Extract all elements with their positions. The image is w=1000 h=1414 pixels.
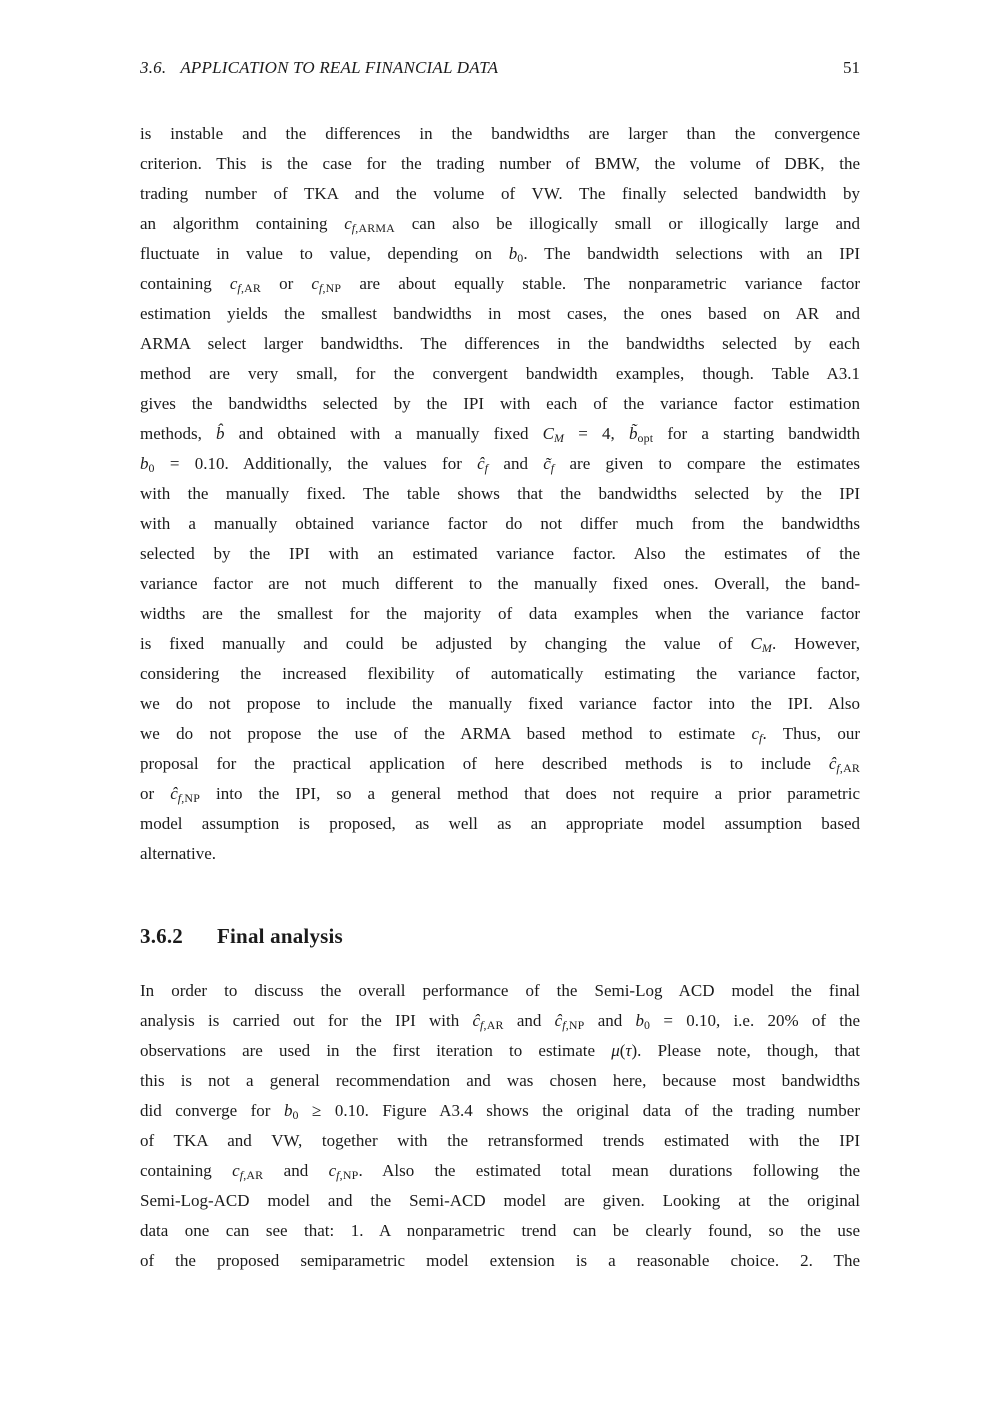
text-line: method are very small, for the convergent bandwidth examples, though. Table A3.1 bbox=[140, 364, 860, 383]
text-line: of TKA and VW, together with the retransformed trends estimated with the IPI bbox=[140, 1131, 860, 1150]
paragraph-1 bbox=[140, 119, 860, 869]
header-title-text: APPLICATION TO REAL FINANCIAL DATA bbox=[180, 58, 499, 77]
text-line: methods, b̂ and obtained with a manually fixed $C_M = 4$, $b̃_{opt}$ for a starting bandwidth bbox=[140, 424, 860, 445]
text-line: criterion. This is the case for the trading number of BMW, the volume of DBK, the bbox=[140, 154, 860, 173]
text-line: containing $c_{f,AR}$ and $c_{f,NP}$. Also the estimated total mean durations following the bbox=[140, 1161, 861, 1182]
text-line: considering the increased flexibility of automatically estimating the variance factor, bbox=[140, 664, 860, 683]
running-header bbox=[140, 58, 860, 78]
subsection-heading bbox=[140, 924, 860, 949]
text-line: data one can see that: 1. A nonparametric trend can be clearly found, so the use bbox=[140, 1221, 860, 1240]
text-line: is fixed manually and could be adjusted by changing the value of $C_M$. However, bbox=[140, 634, 861, 655]
text-line: proposal for the practical application of here described methods is to include $ĉ_{f,AR}$ bbox=[140, 754, 860, 775]
text-line: trading number of TKA and the volume of VW. The finally selected bandwidth by bbox=[140, 184, 860, 203]
text-line: widths are the smallest for the majority of data examples when the variance factor bbox=[140, 604, 860, 623]
text-line: is instable and the differences in the bandwidths are larger than the convergence bbox=[140, 124, 860, 143]
text-line: we do not propose the use of the ARMA based method to estimate $c_f$. Thus, our bbox=[140, 724, 860, 745]
text-line: alternative. bbox=[140, 844, 216, 863]
text-line: containing $c_{f,AR}$ or $c_{f,NP}$ are about equally stable. The nonparametric variance factor bbox=[140, 274, 861, 295]
subsection-number: 3.6.2 bbox=[140, 924, 183, 948]
text-line: ARMA select larger bandwidths. The differences in the bandwidths selected by each bbox=[140, 334, 860, 353]
text-line: of the proposed semiparametric model extension is a reasonable choice. 2. The bbox=[140, 1251, 860, 1270]
text-line: model assumption is proposed, as well as an appropriate model assumption based bbox=[140, 814, 860, 833]
text-line: observations are used in the first iteration to estimate μ(τ). Please note, though, that bbox=[140, 1041, 860, 1060]
text-line: In order to discuss the overall performance of the Semi-Log ACD model the final bbox=[140, 981, 860, 1000]
header-section-title bbox=[140, 58, 498, 78]
text-line: with a manually obtained variance factor do not differ much from the bandwidths bbox=[140, 514, 860, 533]
text-line: an algorithm containing $c_{f,ARMA}$ can also be illogically small or illogically large and bbox=[140, 214, 860, 235]
text-line: we do not propose to include the manually fixed variance factor into the IPI. Also bbox=[140, 694, 860, 713]
text-line: selected by the IPI with an estimated variance factor. Also the estimates of the bbox=[140, 544, 860, 563]
text-line: with the manually fixed. The table shows that the bandwidths selected by the IPI bbox=[140, 484, 860, 503]
text-line: variance factor are not much different to the manually fixed ones. Overall, the band- bbox=[140, 574, 860, 593]
text-line: gives the bandwidths selected by the IPI with each of the variance factor estimation bbox=[140, 394, 860, 413]
header-section-number: 3.6. bbox=[140, 58, 167, 77]
paragraph-2 bbox=[140, 976, 860, 1276]
text-line: Semi-Log-ACD model and the Semi-ACD model are given. Looking at the original bbox=[140, 1191, 860, 1210]
subsection-title: Final analysis bbox=[217, 924, 343, 948]
text-line: or $ĉ_{f,NP}$ into the IPI, so a general method that does not require a prior parametric bbox=[140, 784, 860, 805]
text-line: estimation yields the smallest bandwidths in most cases, the ones based on AR and bbox=[140, 304, 860, 323]
text-line: this is not a general recommendation and was chosen here, because most bandwidths bbox=[140, 1071, 860, 1090]
text-line: did converge for $b_0 \ge 0.10$. Figure A3.4 shows the original data of the trading number bbox=[140, 1101, 860, 1122]
text-line: analysis is carried out for the IPI with $ĉ_{f,AR}$ and $ĉ_{f,NP}$ and $b_0 = 0.10$, i.e. 20% of the bbox=[140, 1011, 860, 1032]
text-line: fluctuate in value to value, depending on $b_0$. The bandwidth selections with an IPI bbox=[140, 244, 860, 265]
page-number: 51 bbox=[843, 58, 860, 77]
text-line: $b_0 = 0.10$. Additionally, the values for $ĉ_f$ and $c̃_f$ are given to compare the estimates bbox=[140, 454, 861, 475]
